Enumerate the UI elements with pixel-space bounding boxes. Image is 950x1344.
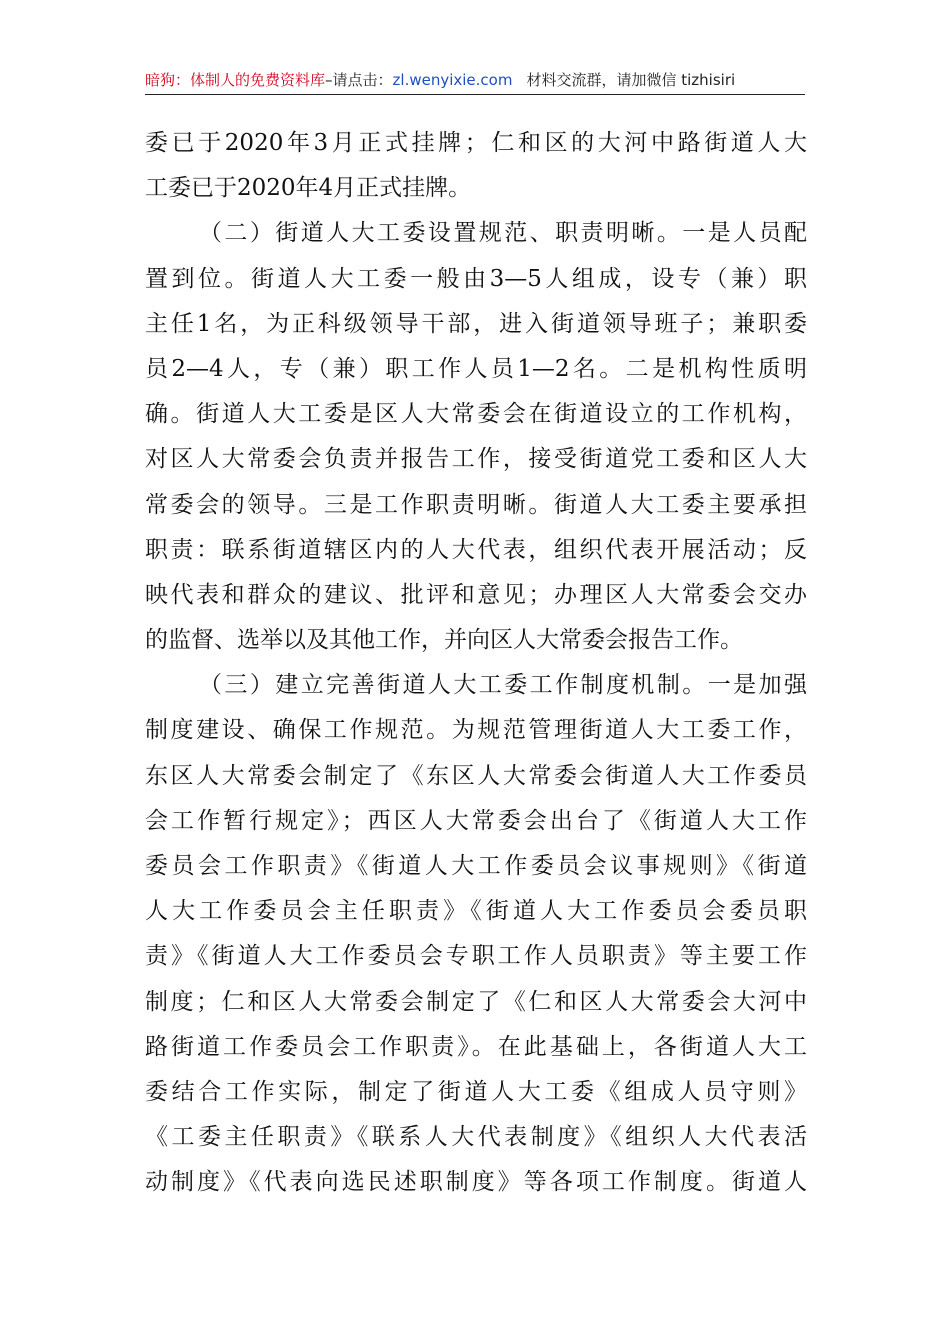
header-brand: 暗狗：体制人的免费资料库 <box>145 71 326 89</box>
text-line: 责》《街道人大工作委员会专职工作人员职责》等主要工作 <box>145 943 807 970</box>
text-line: 人大工作委员会主任职责》《街道人大工作委员会委员职 <box>145 898 807 925</box>
text-line: 对区人大常委会负责并报告工作，接受街道党工委和区人大 <box>145 446 807 473</box>
text-line: 主任1名，为正科级领导干部，进入街道领导班子；兼职委 <box>145 310 807 337</box>
paragraph-heading: （二）街道人大工委设置规范、职责明晰。一是人员配 <box>199 220 807 247</box>
text-line: 会工作暂行规定》；西区人大常委会出台了《街道人大工作 <box>145 807 807 834</box>
text-line: 委员会工作职责》《街道人大工作委员会议事规则》《街道 <box>145 853 807 879</box>
text-line: 映代表和群众的建议、批评和意见；办理区人大常委会交办 <box>145 581 807 608</box>
text-line: 动制度》《代表向选民述职制度》等各项工作制度。街道人 <box>145 1169 807 1196</box>
text-line: 的监督、选举以及其他工作，并向区人大常委会报告工作。 <box>145 627 743 654</box>
text-line: 制度；仁和区人大常委会制定了《仁和区人大常委会大河中 <box>145 988 807 1015</box>
text-line: 《工委主任职责》《联系人大代表制度》《组织人大代表活 <box>145 1124 807 1151</box>
header-link[interactable]: zl.wenyixie.com <box>392 71 513 89</box>
text-line: 委结合工作实际，制定了街道人大工委《组成人员守则》 <box>145 1078 807 1105</box>
text-line: 员2—4人，专（兼）职工作人员1—2名。二是机构性质明 <box>145 355 807 382</box>
header-prompt: –请点击： <box>325 71 393 89</box>
text-line: 确。街道人大工委是区人大常委会在街道设立的工作机构， <box>145 401 807 428</box>
text-line: 置到位。街道人大工委一般由3—5人组成，设专（兼）职 <box>145 265 807 292</box>
text-line: 常委会的领导。三是工作职责明晰。街道人大工委主要承担 <box>145 491 807 518</box>
text-line: 制度建设、确保工作规范。为规范管理街道人大工委工作， <box>145 717 807 744</box>
paragraph-heading: （三）建立完善街道人大工委工作制度机制。一是加强 <box>199 672 807 699</box>
text-line: 路街道工作委员会工作职责》。在此基础上，各街道人大工 <box>145 1033 807 1060</box>
text-line: 职责：联系街道辖区内的人大代表，组织代表开展活动；反 <box>145 536 807 563</box>
text-line: 工委已于2020年4月正式挂牌。 <box>145 175 472 202</box>
page-header <box>145 68 805 95</box>
document-body <box>145 121 807 1206</box>
text-line: 东区人大常委会制定了《东区人大常委会街道人大工作委员 <box>145 762 807 789</box>
text-line: 委已于2020年3月正式挂牌；仁和区的大河中路街道人大 <box>145 130 807 156</box>
header-note: 材料交流群，请加微信 tizhisiri <box>526 71 736 89</box>
